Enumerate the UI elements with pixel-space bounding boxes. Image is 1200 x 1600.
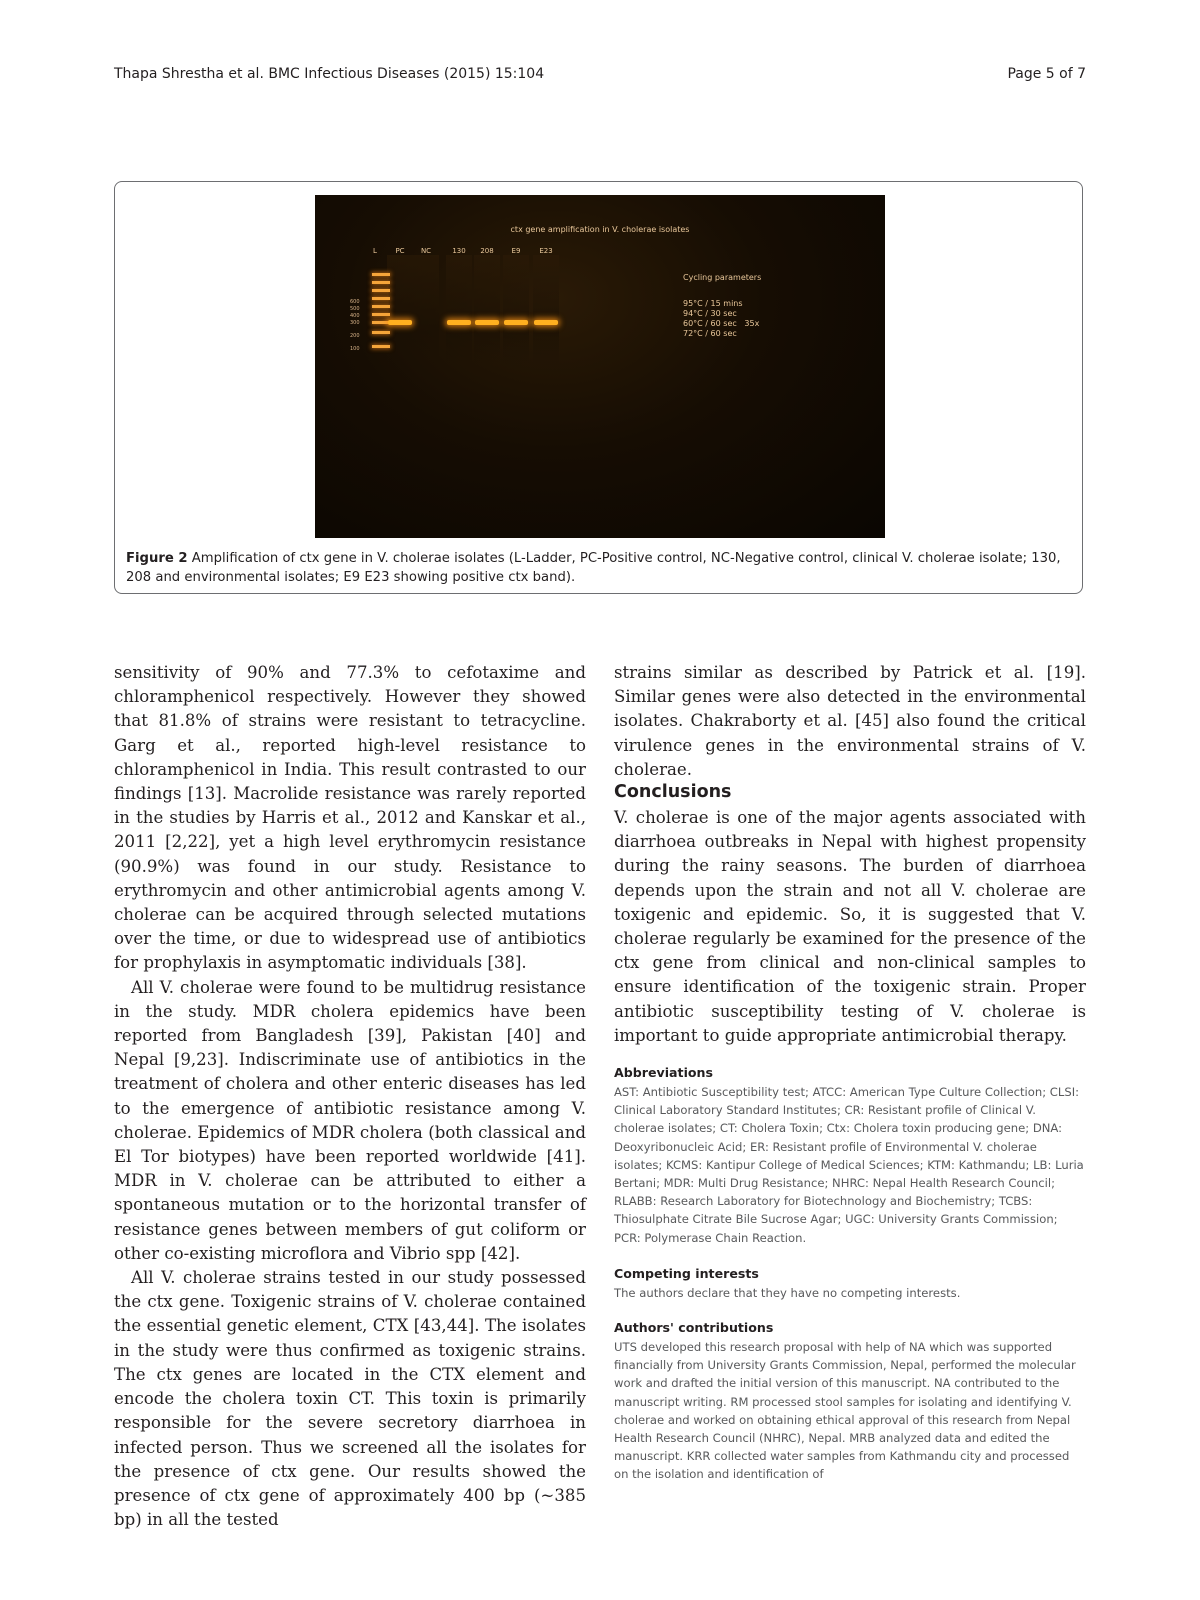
right-column-intro xyxy=(614,661,1086,782)
left-column xyxy=(114,661,586,1532)
ladder-band xyxy=(372,313,390,316)
ladder-label: 300 xyxy=(350,320,360,326)
pcr-band xyxy=(504,320,528,325)
figure-label: Figure 2 xyxy=(126,551,188,566)
gel-lane xyxy=(474,255,500,365)
lane-label: 208 xyxy=(480,247,494,255)
ladder-label: 200 xyxy=(350,333,360,339)
gel-lane xyxy=(413,255,439,365)
page-number: Page 5 of 7 xyxy=(1007,66,1086,82)
pcr-band xyxy=(388,320,412,325)
cycling-line: 72°C / 60 sec xyxy=(683,329,737,338)
contributions-body xyxy=(614,1338,1086,1484)
cycling-title: Cycling parameters xyxy=(683,273,762,282)
competing-interests-body xyxy=(614,1284,1086,1302)
lane-label: PC xyxy=(395,247,405,255)
cycling-line: 60°C / 60 sec 35x xyxy=(683,319,760,328)
ladder-band xyxy=(372,331,390,334)
paragraph: AST: Antibiotic Susceptibility test; ATCC: American Type Culture Collection; CLSI: Clinical Laboratory Standard Institutes; CR: Resistant profile of Clinical V. cholerae isolates; CT: Cholera Toxin; Ctx: Cholera toxin producing gene; DNA: Deoxyribonucleic Acid; ER: Resistant profile of Environmental V. cholerae isolates; KCMS: Kantipur College of Medical Sciences; KTM: Kathmandu; LB: Luria Bertani; MDR: Multi Drug Resistance; NHRC: Nepal Health Research Council; RLABB: Research Laboratory for Biotechnology and Biochemistry; TCBS: Thiosulphate Citrate Bile Sucrose Agar; UGC: University Grants Commission; PCR: Polymerase Chain Reaction. xyxy=(614,1085,1084,1245)
caption-text: Amplification of ctx gene in V. cholerae isolates (L-Ladder, PC-Positive control, NC-Negative control, clinical V. cholerae isolate; 130, 208 and environmental isolates; E9 E23 showing positive ctx band). xyxy=(126,551,1061,585)
abbreviations-body xyxy=(614,1083,1086,1247)
cycling-line: 95°C / 15 mins xyxy=(683,299,743,308)
ladder-band xyxy=(372,273,390,276)
conclusions-body xyxy=(614,806,1086,1048)
gel-image xyxy=(315,195,885,538)
pcr-band xyxy=(447,320,471,325)
lane-label: L xyxy=(373,247,377,255)
running-header: Thapa Shrestha et al. BMC Infectious Diseases (2015) 15:104 xyxy=(114,66,545,82)
pcr-band xyxy=(534,320,558,325)
paragraph: sensitivity of 90% and 77.3% to cefotaxime and chloramphenicol respectively. However they showed that 81.8% of strains were resistant to tetracycline. Garg et al., reported high-level resistance to chloramphenicol in India. This result contrasted to our findings [13]. Macrolide resistance was rarely reported in the studies by Harris et al., 2012 and Kanskar et al., 2011 [2,22], yet a high level erythromycin resistance (90.9%) was found in our study. Resistance to erythromycin and other antimicrobial agents among V. cholerae can be acquired through selected mutations over the time, or due to widespread use of antibiotics for prophylaxis in asymptomatic individuals [38]. xyxy=(114,663,586,973)
ladder-band xyxy=(372,281,390,284)
section-heading-abbreviations: Abbreviations xyxy=(614,1065,714,1080)
paragraph: All V. cholerae strains tested in our study possessed the ctx gene. Toxigenic strains of V. cholerae contained the essential genetic element, CTX [43,44]. The isolates in the study were thus confirmed as toxigenic strains. The ctx genes are located in the CTX element and encode the cholera toxin CT. This toxin is primarily responsible for the severe secretory diarrhoea in infected person. Thus we screened all the isolates for the presence of ctx gene. Our results showed the presence of ctx gene of approximately 400 bp (~385 bp) in all the tested xyxy=(114,1268,586,1530)
ladder-band xyxy=(372,305,390,308)
paragraph: All V. cholerae were found to be multidrug resistance in the study. MDR cholera epidemics have been reported from Bangladesh [39], Pakistan [40] and Nepal [9,23]. Indiscriminate use of antibiotics in the treatment of cholera and other enteric diseases has led to the emergence of antibiotic resistance among V. cholerae. Epidemics of MDR cholera (both classical and El Tor biotypes) have been reported worldwide [41]. MDR in V. cholerae can be attributed to either a spontaneous mutation or to the horizontal transfer of resistance genes between members of gut coliform or other co-existing microflora and Vibrio spp [42]. xyxy=(114,977,586,1263)
gel-lane xyxy=(446,255,472,365)
section-heading-competing-interests: Competing interests xyxy=(614,1266,759,1281)
ladder-label: 500 xyxy=(350,306,360,312)
ladder-label: 100 xyxy=(350,346,360,352)
pcr-band xyxy=(475,320,499,325)
lane-label: E9 xyxy=(511,247,521,255)
paragraph: UTS developed this research proposal with help of NA which was supported financially from University Grants Commission, Nepal, performed the molecular work and drafted the initial version of this manuscript. NA contributed to the manuscript writing. RM processed stool samples for isolating and identifying V. cholerae and worked on obtaining ethical approval of this research from Nepal Health Research Council (NHRC), Nepal. MRB analyzed data and edited the manuscript. KRR collected water samples from Kathmandu city and processed on the isolation and identification of xyxy=(614,1340,1076,1482)
ladder-label: 600 xyxy=(350,299,360,305)
ladder-label: 400 xyxy=(350,313,360,319)
lane-label: E23 xyxy=(539,247,553,255)
paragraph: V. cholerae is one of the major agents associated with diarrhoea outbreaks in Nepal with highest propensity during the rainy seasons. The burden of diarrhoea depends upon the strain and not all V. cholerae are toxigenic and epidemic. So, it is suggested that V. cholerae regularly be examined for the presence of the ctx gene from clinical and non-clinical samples to ensure identification of the toxigenic strain. Proper antibiotic susceptibility testing of V. cholerae is important to guide appropriate antimicrobial therapy. xyxy=(614,808,1086,1045)
cycling-line: 94°C / 30 sec xyxy=(683,309,737,318)
lane-label: NC xyxy=(420,247,432,255)
ladder-band xyxy=(372,345,390,348)
gel-lane xyxy=(533,255,559,365)
figure-caption xyxy=(126,549,1071,587)
gel-lane xyxy=(503,255,529,365)
paragraph: strains similar as described by Patrick et al. [19]. Similar genes were also detected in the environmental isolates. Chakraborty et al. [45] also found the critical virulence genes in the environmental strains of V. cholerae. xyxy=(614,663,1086,779)
ladder-band xyxy=(372,297,390,300)
paragraph: The authors declare that they have no competing interests. xyxy=(614,1286,961,1300)
gel-title: ctx gene amplification in V. cholerae isolates xyxy=(510,225,690,234)
lane-label: 130 xyxy=(452,247,466,255)
section-heading-conclusions: Conclusions xyxy=(614,782,732,802)
section-heading-contributions: Authors' contributions xyxy=(614,1320,774,1335)
ladder-band xyxy=(372,289,390,292)
gel-lane xyxy=(387,255,413,365)
